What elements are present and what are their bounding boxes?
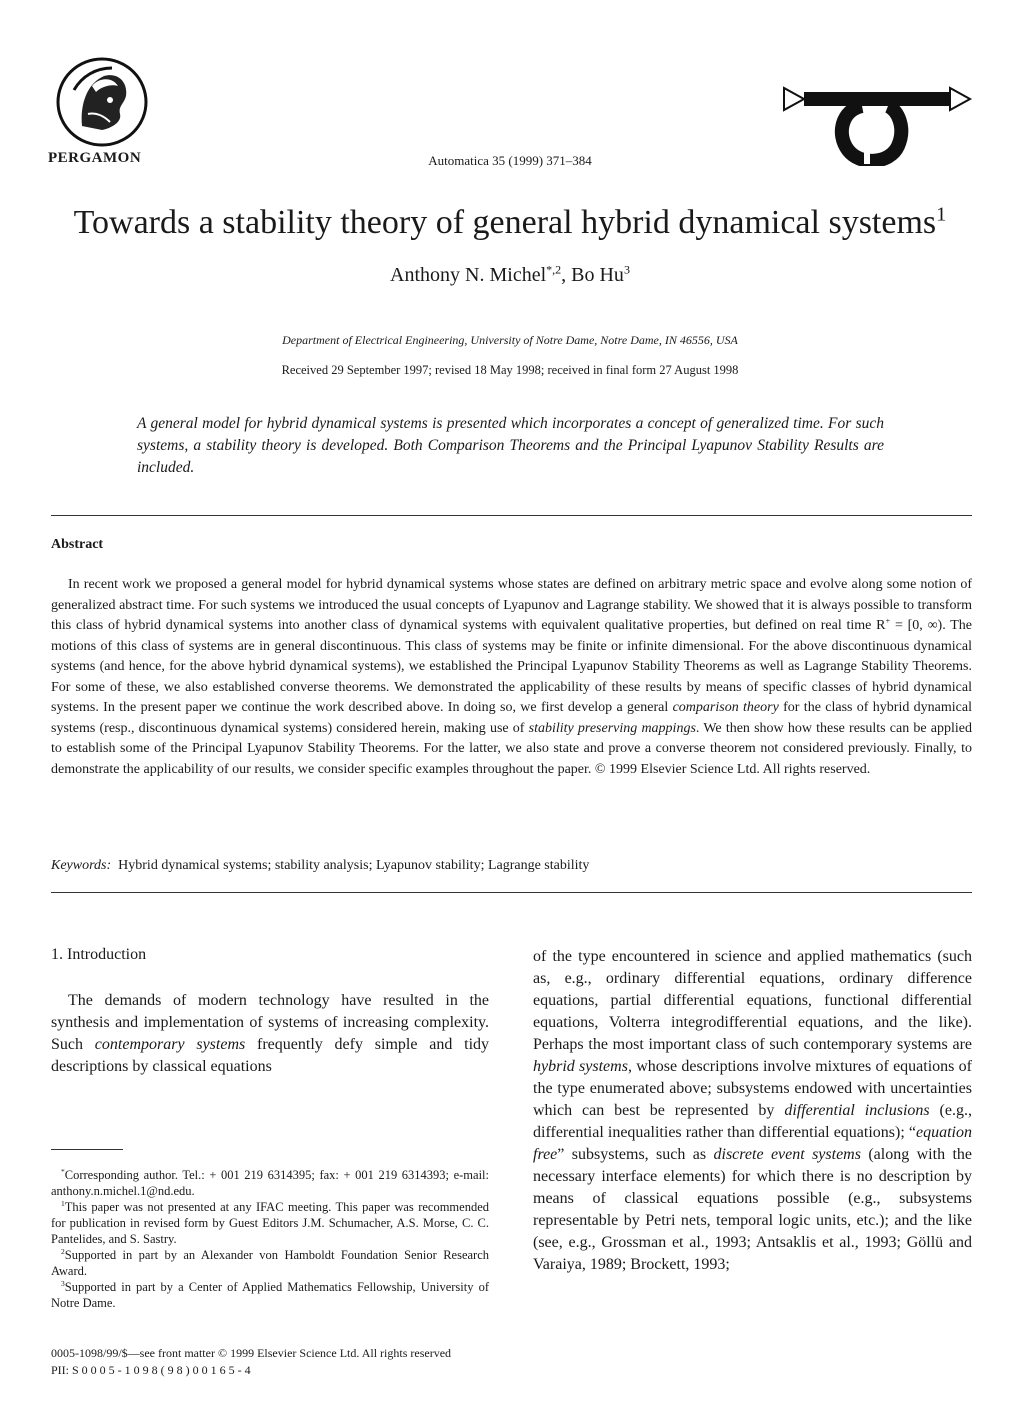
- keywords: Keywords: Hybrid dynamical systems; stability analysis; Lyapunov stability; Lagrange stability: [51, 858, 590, 873]
- footnote-divider: [51, 1149, 123, 1150]
- footnote: $^3$Supported in part by a Center of Applied Mathematics Fellowship, University of Notre Dame.: [51, 1278, 489, 1310]
- title-footnote-mark: 1: [936, 203, 947, 226]
- journal-mark: [780, 80, 974, 166]
- article-summary: A general model for hybrid dynamical systems is presented which incorporates a concept of generalized time. For such systems, a stability theory is developed. Both Comparison Theorems and the Principal Lyapunov Stability Results are included.: [137, 415, 884, 476]
- affiliation: Department of Electrical Engineering, University of Notre Dame, Notre Dame, IN 46556, USA: [282, 333, 738, 347]
- received-dates: Received 29 September 1997; revised 18 May 1998; received in final form 27 August 1998: [281, 363, 739, 377]
- pii-line: PII: S 0 0 0 5 - 1 0 9 8 ( 9 8 ) 0 0 1 6 5 - 4: [51, 1363, 251, 1377]
- abstract-body: In recent work we proposed a general model for hybrid dynamical systems whose states are defined on arbitrary metric space and evolve along some notion of generalized abstract time. For such systems we introduced the usual concepts of Lyapunov and Lagrange stability. We showed that it is always possible to transform this class of hybrid dynamical systems into another class of dynamical systems with equivalent qualitative properties, but defined on real time R+ = [0, ∞). The motions of this class of systems are in general discontinuous. This class of systems may be finite or infinite dimensional. For the above discontinuous dynamical systems (and hence, for the above hybrid dynamical systems), we established the Principal Lyapunov Stability Theorems as well as Lagrange Stability Theorems. For some of these, we also established converse theorems. We demonstrated the applicability of these results by means of specific classes of hybrid dynamical systems. In the present paper we continue the work described above. In doing so, we first develop a general comparison theory for the class of hybrid dynamical systems (resp., discontinuous dynamical systems) considered herein, making use of stability preserving mappings. We then show how these results can be applied to establish some of the Principal Lyapunov Stability Theorems. For the latter, we also state and prove a converse theorem not considered previously. Finally, to demonstrate the applicability of our results, we consider specific examples throughout the paper. © 1999 Elsevier Science Ltd. All rights reserved.: [51, 577, 972, 777]
- intro-paragraph: The demands of modern technology have resulted in the synthesis and implementation of systems of increasing complexity. Such contemporary systems frequently defy simple and tidy descriptions by classical equations: [51, 992, 490, 1075]
- footnote: $^2$Supported in part by an Alexander von Hamboldt Foundation Senior Research Award.: [51, 1246, 489, 1278]
- journal-reference: Automatica 35 (1999) 371–384: [428, 153, 592, 168]
- section-heading: 1. Introduction: [51, 946, 147, 963]
- author-list: Anthony N. Michel$^{*,2}$, Bo Hu$^3$: [390, 262, 630, 286]
- footnote: *Corresponding author. Tel.: + 001 219 6314395; fax: + 001 219 6314393; e-mail: anthony.n.michel.1@nd.edu.: [51, 1166, 489, 1198]
- copyright-line: 0005-1098/99/$—see front matter © 1999 Elsevier Science Ltd. All rights reserved: [51, 1346, 452, 1360]
- divider: [51, 892, 972, 893]
- author-name: Anthony N. Michel: [390, 264, 547, 286]
- publisher-name: PERGAMON: [48, 150, 142, 166]
- article-title: Towards a stability theory of general hybrid dynamical systems$^1$: [73, 203, 947, 241]
- publisher-logo: [52, 56, 152, 148]
- front-matter: [51, 1345, 451, 1379]
- divider: [51, 515, 972, 516]
- keywords-label: Keywords:: [51, 858, 112, 873]
- footnotes: [51, 1167, 489, 1311]
- author-name: Bo Hu: [571, 264, 624, 286]
- abstract-heading: Abstract: [51, 537, 104, 552]
- intro-continuation: of the type encountered in science and applied mathematics (such as, e.g., ordinary differential equations, ordinary difference equations, partial differential equations, functional differential equations, Volterra integrodifferential equations, and the like). Perhaps the most important class of such contemporary systems are hybrid systems, whose descriptions involve mixtures of equations of the type enumerated above; subsystems endowed with uncertainties which can best be represented by differential inclusions (e.g., differential inequalities rather than differential equations); “equation free” subsystems, such as discrete event systems (along with the necessary interface elements) for which there is no description by means of classical equations possible (e.g., subsystems representable by Petri nets, temporal logic units, etc.); and the like (see, e.g., Grossman et al., 1993; Antsaklis et al., 1993; Göllü and Varaiya, 1989; Brockett, 1993;: [533, 948, 973, 1273]
- footnote: $^1$This paper was not presented at any IFAC meeting. This paper was recommended for publication in revised form by Guest Editors J.M. Schumacher, A.S. Morse, C. C. Pantelides, and S. Sastry.: [51, 1198, 489, 1246]
